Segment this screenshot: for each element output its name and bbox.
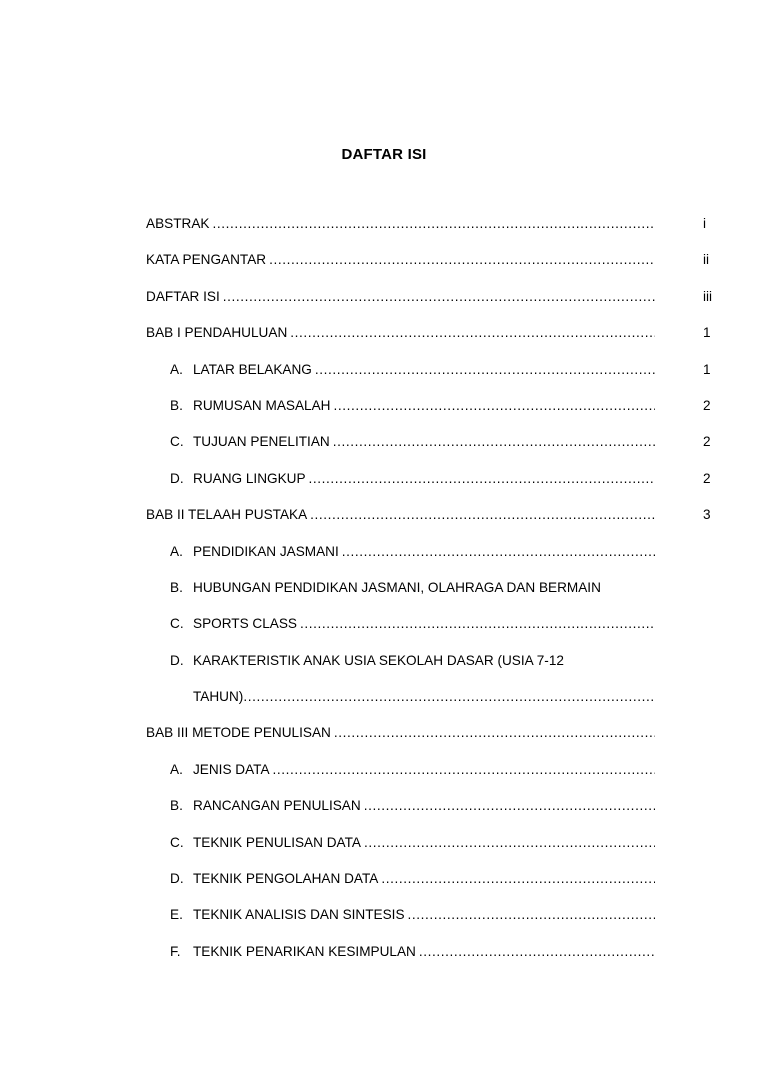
toc-entry-text: RUMUSAN MASALAH — [193, 397, 331, 413]
toc-entry-text: ABSTRAK — [146, 216, 210, 231]
dot-leader — [364, 833, 655, 853]
dot-leader — [309, 469, 655, 489]
toc-entry-marker: F. — [170, 943, 181, 959]
dot-leader — [333, 432, 655, 452]
toc-entry-link[interactable] — [170, 942, 655, 962]
toc-entry-marker: B. — [170, 397, 183, 413]
toc-row — [146, 469, 726, 505]
toc-entry-link[interactable] — [170, 542, 655, 562]
toc-row — [146, 323, 726, 359]
toc-entry-marker: D. — [170, 871, 184, 887]
toc-entry-link[interactable] — [146, 505, 655, 525]
dot-leader — [315, 360, 655, 380]
toc-row — [146, 360, 726, 396]
dot-leader — [269, 250, 655, 270]
dot-leader — [273, 760, 655, 780]
toc-row — [146, 542, 726, 578]
toc-entry-link[interactable] — [170, 651, 564, 671]
toc-page-number: 2 — [703, 397, 711, 413]
toc-entry-link[interactable] — [170, 469, 655, 489]
toc-row — [146, 614, 726, 650]
toc-entry-text: KARAKTERISTIK ANAK USIA SEKOLAH DASAR (USIA 7-12 — [193, 652, 564, 668]
toc-entry-text: PENDIDIKAN JASMANI — [193, 543, 339, 559]
toc-entry-marker: A. — [170, 361, 183, 377]
toc-entry-text: BAB III METODE PENULISAN — [146, 725, 331, 741]
toc-entry-link[interactable] — [170, 833, 655, 853]
toc-page-number: ii — [703, 252, 710, 268]
toc-entry-marker: D. — [170, 652, 184, 668]
toc-page-number: iii — [703, 288, 713, 304]
toc-row — [146, 250, 726, 286]
dot-leader — [300, 614, 655, 634]
toc-page-number: 1 — [703, 325, 711, 341]
dot-leader — [408, 905, 655, 925]
toc-entry-marker: D. — [170, 470, 184, 486]
toc-row — [146, 578, 726, 614]
toc-entry-marker: A. — [170, 543, 183, 559]
toc-entry-link[interactable] — [170, 614, 655, 634]
toc-entry-link[interactable] — [146, 214, 655, 234]
toc-page-number: 1 — [703, 361, 711, 377]
toc-row — [146, 432, 726, 468]
toc-row — [146, 505, 726, 541]
dot-leader — [334, 723, 655, 743]
table-of-contents — [146, 214, 726, 978]
toc-page-number: 2 — [703, 470, 711, 486]
toc-entry-text: KATA PENGANTAR — [146, 252, 267, 268]
dot-leader — [310, 505, 655, 525]
toc-entry-marker: C. — [170, 834, 184, 850]
toc-entry-marker: B. — [170, 579, 183, 595]
toc-entry-link[interactable] — [146, 323, 655, 343]
toc-entry-marker: E. — [170, 907, 183, 923]
toc-entry-marker: C. — [170, 616, 184, 632]
toc-entry-text: TEKNIK PENULISAN DATA — [193, 834, 361, 850]
toc-row — [146, 287, 726, 323]
toc-entry-text: BAB II TELAAH PUSTAKA — [146, 507, 308, 523]
toc-row — [146, 833, 726, 869]
dot-leader — [212, 214, 655, 234]
dot-leader — [290, 323, 655, 343]
toc-entry-text: TAHUN) — [193, 689, 244, 705]
toc-entry-link[interactable] — [170, 396, 655, 416]
toc-entry-text: BAB I PENDAHULUAN — [146, 325, 288, 341]
toc-row — [146, 214, 726, 250]
dot-leader — [364, 796, 655, 816]
toc-row — [146, 869, 726, 905]
dot-leader — [342, 542, 655, 562]
toc-row — [146, 942, 726, 978]
toc-entry-text: DAFTAR ISI — [146, 288, 220, 304]
toc-entry-link[interactable] — [170, 796, 655, 816]
page-title: DAFTAR ISI — [341, 146, 427, 163]
toc-page-number: i — [703, 216, 707, 231]
dot-leader — [333, 396, 655, 416]
toc-entry-text: TEKNIK ANALISIS DAN SINTESIS — [193, 907, 405, 923]
dot-leader — [243, 687, 655, 707]
toc-entry-link[interactable] — [146, 250, 655, 270]
toc-row — [146, 651, 726, 687]
toc-entry-link[interactable] — [170, 760, 655, 780]
toc-row — [146, 396, 726, 432]
toc-entry-text: TEKNIK PENGOLAHAN DATA — [193, 871, 379, 887]
toc-row — [146, 723, 726, 759]
toc-page-number: 2 — [703, 434, 711, 450]
toc-entry-text: LATAR BELAKANG — [193, 361, 312, 377]
toc-entry-text: TEKNIK PENARIKAN KESIMPULAN — [193, 943, 416, 959]
toc-entry-text: TUJUAN PENELITIAN — [193, 434, 330, 450]
toc-entry-text: RANCANGAN PENULISAN — [193, 798, 361, 814]
dot-leader — [419, 942, 655, 962]
dot-leader — [223, 287, 655, 307]
dot-leader — [381, 869, 655, 889]
toc-entry-link[interactable] — [146, 723, 655, 743]
toc-entry-text: HUBUNGAN PENDIDIKAN JASMANI, OLAHRAGA DAN BERMAIN — [193, 579, 601, 595]
toc-entry-link[interactable] — [193, 687, 655, 707]
toc-entry-link[interactable] — [170, 360, 655, 380]
toc-entry-text: JENIS DATA — [193, 761, 270, 777]
toc-entry-text: RUANG LINGKUP — [193, 470, 306, 486]
toc-entry-link[interactable] — [146, 287, 655, 307]
toc-entry-marker: B. — [170, 798, 183, 814]
toc-entry-link[interactable] — [170, 578, 601, 598]
toc-row — [146, 687, 726, 723]
toc-entry-link[interactable] — [170, 432, 655, 452]
toc-entry-marker: A. — [170, 761, 183, 777]
toc-entry-text: SPORTS CLASS — [193, 616, 298, 632]
toc-row — [146, 760, 726, 796]
toc-row — [146, 796, 726, 832]
toc-entry-marker: C. — [170, 434, 184, 450]
toc-entry-link[interactable] — [170, 869, 655, 889]
toc-row — [146, 905, 726, 941]
toc-entry-link[interactable] — [170, 905, 655, 925]
toc-page-number: 3 — [703, 507, 711, 523]
